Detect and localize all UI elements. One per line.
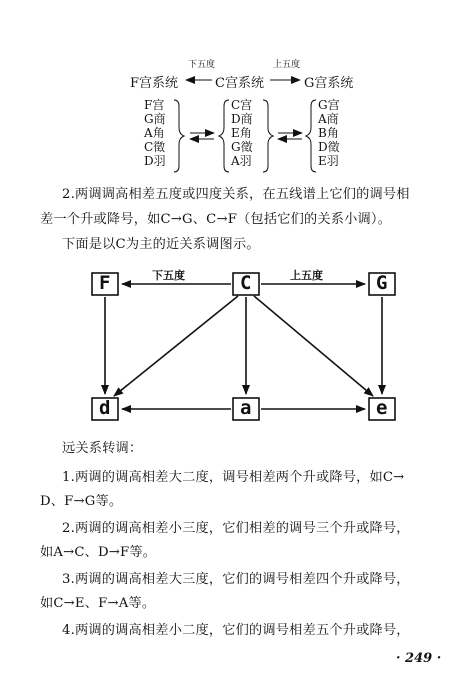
page-number: · 249 · bbox=[396, 651, 442, 666]
list-item: C宫 bbox=[231, 98, 253, 112]
remote-item-2-line-1: 2.两调的调高相差小三度，它们相差的调号三个升或降号， bbox=[62, 521, 410, 536]
paragraph-2-line-1: 2.两调调高相差五度或四度关系，在五线谱上它们的调号相 bbox=[62, 187, 410, 202]
remote-item-3-line-2: 如C→E、F→A等。 bbox=[40, 596, 156, 611]
c-system-label: C宫系统 bbox=[215, 76, 264, 91]
list-item: C徵 bbox=[144, 140, 166, 154]
edge-c-to-e bbox=[254, 296, 373, 396]
list-item: D徵 bbox=[318, 140, 340, 154]
list-item: F宫 bbox=[144, 98, 165, 112]
label-up-fifth: 上五度 bbox=[273, 60, 301, 70]
node-c-label: C bbox=[240, 272, 252, 294]
edge-label-up-fifth: 上五度 bbox=[290, 269, 323, 282]
paragraph-2-line-2: 差一个升或降号，如C→G、C→F（包括它们的关系小调）。 bbox=[40, 212, 392, 227]
f-system-label: F宫系统 bbox=[130, 76, 179, 91]
remote-item-2-line-2: 如A→C、D→F等。 bbox=[40, 545, 157, 560]
c-right-brace bbox=[263, 100, 273, 172]
list-item: G宫 bbox=[318, 98, 340, 112]
top-diagram-arrows bbox=[174, 80, 316, 172]
remote-heading: 远关系转调： bbox=[62, 441, 143, 456]
remote-item-3-line-1: 3.两调的调高相差大三度，它们的调号相差四个升或降号， bbox=[62, 572, 410, 587]
node-f-label: F bbox=[99, 272, 111, 294]
list-item: E羽 bbox=[318, 154, 339, 168]
edge-c-to-d bbox=[114, 296, 238, 396]
edge-label-down-fifth: 下五度 bbox=[152, 269, 185, 282]
remote-item-1-line-2: D、F→G等。 bbox=[40, 494, 123, 509]
c-left-brace bbox=[219, 100, 229, 172]
list-item: D羽 bbox=[144, 154, 166, 168]
list-item: A商 bbox=[318, 112, 339, 126]
node-d-label: d bbox=[99, 397, 111, 419]
node-e-label: e bbox=[376, 397, 388, 419]
diagram-intro: 下面是以C为主的近关系调图示。 bbox=[62, 237, 260, 252]
list-item: G商 bbox=[144, 112, 166, 126]
label-down-fifth: 下五度 bbox=[188, 60, 216, 70]
remote-item-4-line-1: 4.两调的调高相差小二度，它们的调号相差五个升或降号， bbox=[62, 623, 410, 638]
f-right-brace bbox=[174, 100, 184, 172]
node-g-label: G bbox=[376, 272, 388, 294]
list-item: E角 bbox=[231, 126, 252, 140]
list-item: A羽 bbox=[231, 154, 252, 168]
node-a-label: a bbox=[240, 397, 252, 419]
list-item: B角 bbox=[318, 126, 339, 140]
remote-item-1-line-1: 1.两调的调高相差大二度，调号相差两个升或降号，如C→ bbox=[62, 470, 405, 485]
g-left-brace bbox=[306, 100, 316, 172]
list-item: A角 bbox=[144, 126, 165, 140]
list-item: D商 bbox=[231, 112, 253, 126]
g-system-label: G宫系统 bbox=[304, 76, 354, 91]
list-item: G徵 bbox=[231, 140, 253, 154]
